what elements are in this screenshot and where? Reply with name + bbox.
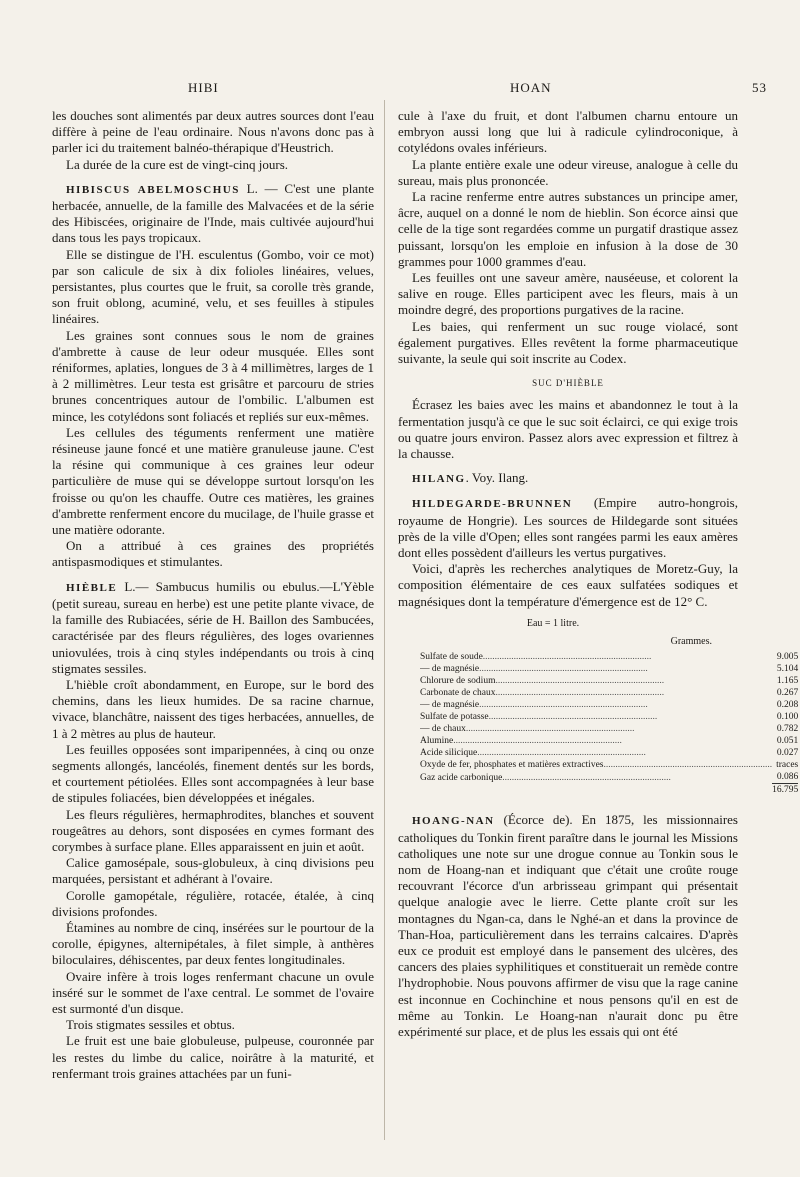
composition-unit: Grammes. bbox=[670, 636, 712, 648]
entry-text: L. — C'est une plante herbacée, annuelle, de la famille des Malvacées et de la série des Hibiscées, originaire de l'Inde, mais cultivée aujourd'hui dans tous les pays tropicaux. bbox=[52, 180, 374, 246]
paragraph: les douches sont alimentés par deux autres sources dont l'eau diffère à peine de l'eau ordinaire. Nous n'avons donc pas à parler ici du traitement balnéo-thérapique d'Heustrich. bbox=[52, 108, 374, 156]
running-head-left: HIBI bbox=[188, 80, 219, 95]
entry-heading: HIÈBLE bbox=[66, 581, 118, 594]
paragraph: Les feuilles ont une saveur amère, nauséeuse, et colorent la salive en rouge. Elles participent avec les fleurs, mais à un moindre degré, des proportions purgatives de la racine. bbox=[398, 270, 738, 318]
entry-hildegarde bbox=[398, 495, 738, 561]
paragraph: On a attribué à ces graines des propriétés antispasmodiques et stimulantes. bbox=[52, 538, 374, 570]
paragraph: Corolle gamopétale, régulière, rotacée, étalée, à cinq divisions profondes. bbox=[52, 887, 374, 919]
entry-text: (Écorce de). En 1875, les missionnaires catholiques du Tonkin firent paraître dans le journal les Missions catholiques une note sur une drogue connue au Tonkin sous le nom de Hoang-nan et indiquant que c'était une croûte rouge recouvrant l'écorce d'un arbrisseau grimpant qui présentait quelque analogie avec le lierre. Cette plante croît sur les montagnes du Ngan-ca, dans le Nghé-an et dans la province de Than-Hoa, particulièrement dans les terrains calcaires. D'après eux ce produit est employé dans le pansement des ulcères, des cancers des plaies syphilitiques et constituerait un remède contre l'hydrophobie. Nous pouvons affirmer de visu que la rage canine est inconnue en Cochinchine et nous pensons qu'il en est de même au Tonkin. Le Hoang-nan n'aurait donc pu être expérimenté sur place, et de plus les essais qui ont été bbox=[398, 812, 738, 1039]
paragraph: cule à l'axe du fruit, et dont l'albumen charnu entoure un embryon aussi long que lui à radicule cylindroconique, à cotylédons ovales inférieurs. bbox=[398, 108, 738, 156]
composition-name: — de chaux....................................................................... bbox=[420, 724, 635, 735]
composition-value: 1.165 bbox=[776, 676, 799, 687]
paragraph: Les baies, qui renferment un suc rouge violacé, sont également purgatives. Elles revêtent la forme pharmaceutique suivante, la seule qui soit inscrite au Codex. bbox=[398, 318, 738, 367]
running-head-center: HOAN bbox=[510, 80, 552, 95]
composition-value: 0.027 bbox=[776, 748, 799, 759]
composition-name: Gaz acide carbonique....................................................................... bbox=[420, 772, 671, 783]
page-number: 53 bbox=[752, 80, 767, 95]
composition-row bbox=[420, 759, 798, 771]
composition-name: Carbonate de chaux....................................................................... bbox=[420, 688, 665, 699]
composition-row bbox=[420, 747, 798, 759]
paragraph: Le fruit est une baie globuleuse, pulpeuse, couronnée par les restes du limbe du calice, noirâtre à la maturité, et renfermant trois graines attachées par un funi- bbox=[52, 1033, 374, 1081]
paragraph: L'hièble croît abondamment, en Europe, sur le bord des chemins, dans les lieux humides. De sa racine charnue, vivace, blanchâtre, naissent des tiges herbacées, annuelles, de 1 à 2 mètres au plus de hauteur. bbox=[52, 676, 374, 741]
composition-total-row bbox=[420, 784, 798, 797]
composition-name: Sulfate de soude....................................................................... bbox=[420, 652, 652, 663]
paragraph: Voici, d'après les recherches analytiques de Moretz-Guy, la composition élémentaire de ces eaux sulfatées sodiques et magnésiques dont la température d'émergence est de 12° C. bbox=[398, 561, 738, 609]
paragraph: Les cellules des téguments renferment une matière résineuse jaune foncé et une matière granuleuse jaune. C'est la résine qui communique à ces graines leur odeur particulière de muse qui se développe surtout lorsqu'on les froisse ou qu'on les chauffe. Outre ces matières, les graines d'ambrette renferment encore du mucilage, de l'huile grasse et une matière odorante. bbox=[52, 424, 374, 538]
paragraph: Les feuilles opposées sont imparipennées, à cinq ou onze segments allongés, lancéolés, finement dentés sur les bords, et courtement pétiolées. Elles sont accompagnées à leur base de stipules foliacées, bien développées et inégales. bbox=[52, 741, 374, 806]
composition-value: 9.005 bbox=[776, 652, 799, 663]
left-column bbox=[52, 108, 374, 1082]
composition-value: 0.208 bbox=[776, 700, 799, 711]
composition-row bbox=[420, 771, 798, 784]
composition-name: Sulfate de potasse....................................................................... bbox=[420, 712, 658, 723]
paragraph: Les fleurs régulières, hermaphrodites, blanches et souvent rougeâtres au dehors, sont disposées en cymes formant des corymbes à surface plane. Elles apparaissent en juin et août. bbox=[52, 806, 374, 854]
entry-text: . Voy. Ilang. bbox=[465, 470, 529, 486]
composition-row bbox=[420, 651, 798, 663]
composition-value: 0.100 bbox=[776, 712, 799, 723]
composition-name: Oxyde de fer, phosphates et matières extractives....................................................................... bbox=[420, 760, 773, 771]
entry-hilang bbox=[398, 470, 738, 487]
composition-name: — de magnésie....................................................................... bbox=[420, 664, 648, 675]
composition-table bbox=[420, 651, 798, 796]
composition-value: 0.086 bbox=[772, 771, 798, 784]
composition-row bbox=[420, 687, 798, 699]
paragraph: Étamines au nombre de cinq, insérées sur le pourtour de la corolle, épigynes, alternipétales, à filet simple, à anthères biloculaires, déhiscentes, par deux fentes longitudinales. bbox=[52, 919, 374, 968]
right-column bbox=[398, 108, 799, 1040]
entry-hieble bbox=[52, 579, 374, 677]
composition-total: 16.795 bbox=[772, 785, 799, 796]
composition-row bbox=[420, 699, 798, 711]
entry-heading: HILANG bbox=[412, 473, 466, 486]
entry-heading: HILDEGARDE-BRUNNEN bbox=[412, 498, 573, 511]
composition-value: 5.104 bbox=[776, 664, 799, 675]
composition-value: 0.782 bbox=[776, 724, 799, 735]
entry-hoang-nan bbox=[398, 812, 738, 1040]
composition-name: Acide silicique....................................................................... bbox=[420, 748, 646, 759]
paragraph: La durée de la cure est de vingt-cinq jours. bbox=[66, 156, 288, 172]
paragraph: La racine renferme entre autres substances un principe amer, âcre, auquel on a donné le nom de hieblin. Son écorce ainsi que celle de la tige sont regardées comme un purgatif drastique assez puissant, lorsqu'on les emploie en infusion à la dose de 30 grammes pour 1000 grammes d'eau. bbox=[398, 189, 738, 269]
composition-name: Alumine....................................................................... bbox=[420, 736, 622, 747]
composition-caption: Eau = 1 litre. bbox=[526, 617, 580, 629]
composition-value: 0.051 bbox=[776, 736, 799, 747]
entry-heading: HOANG-NAN bbox=[412, 815, 495, 828]
column-divider bbox=[384, 100, 385, 1140]
entry-heading: HIBISCUS ABELMOSCHUS bbox=[66, 183, 240, 196]
composition-row bbox=[420, 735, 798, 747]
entry-hibiscus bbox=[52, 181, 374, 247]
entry-text: (Empire autro-hongrois, royaume de Hongrie). Les sources de Hildegarde sont situées près de la ville d'Open; elles sont rangées parmi les eaux amères dont elles possèdent d'ailleurs les vertus purgatives. bbox=[398, 495, 738, 561]
recipe-title: SUC D'HIÈBLE bbox=[532, 378, 604, 389]
composition-row bbox=[420, 723, 798, 735]
composition-value: 0.267 bbox=[776, 688, 799, 699]
composition-row bbox=[420, 675, 798, 687]
paragraph: Écrasez les baies avec les mains et abandonnez le tout à la fermentation jusqu'à ce que le suc soit éclairci, ce qui exige trois ou quatre jours environ. Passez alors avec expression et filtrez à la chausse. bbox=[398, 397, 738, 462]
composition-row bbox=[420, 711, 798, 723]
paragraph: La plante entière exale une odeur vireuse, analogue à celle du sureau, mais plus prononcée. bbox=[398, 156, 738, 188]
entry-text: L.— Sambucus humilis ou ebulus.—L'Yèble (petit sureau, sureau en herbe) est une petite plante vivace, de la famille des Rubiacées, série de H. Baillon des Sambucées, caractérisée par des fleurs régulières, des loges ovariennes uniovulées, trois à cinq styles indépendants ou trois à cinq stigmates sessiles. bbox=[52, 578, 375, 676]
composition-name: — de magnésie....................................................................... bbox=[420, 700, 648, 711]
paragraph: Ovaire infère à trois loges renfermant chacune un ovule inséré sur le sommet de l'axe central. Le sommet de l'ovaire est surmonté d'un disque. bbox=[52, 968, 374, 1016]
paragraph: Les graines sont connues sous le nom de graines d'ambrette à cause de leur odeur musquée. Elles sont réniformes, aplaties, longues de 3 à 4 millimètres, larges de 1 à 2 millimètres. Leur testa est grisâtre et parcouru de stries brunes concentriques autour de l'ombilic. L'albumen est mince, les cotylédons sont foliacés et repliés sur eux-mêmes. bbox=[52, 327, 374, 424]
composition-row bbox=[420, 663, 798, 675]
composition-value: traces bbox=[776, 760, 799, 771]
composition-name: Chlorure de sodium....................................................................... bbox=[420, 676, 665, 687]
paragraph: Calice gamosépale, sous-globuleux, à cinq divisions peu marquées, persistant et adhérant à l'ovaire. bbox=[52, 855, 374, 887]
paragraph: Trois stigmates sessiles et obtus. bbox=[66, 1017, 235, 1033]
paragraph: Elle se distingue de l'H. esculentus (Gombo, voir ce mot) par son calicule de six à dix folioles linéaires, velues, persistantes, plus courtes que le fruit, sa corolle très grande, son fruit oblong, acuminé, velu, et ses feuilles à stipules linéaires. bbox=[52, 246, 374, 327]
